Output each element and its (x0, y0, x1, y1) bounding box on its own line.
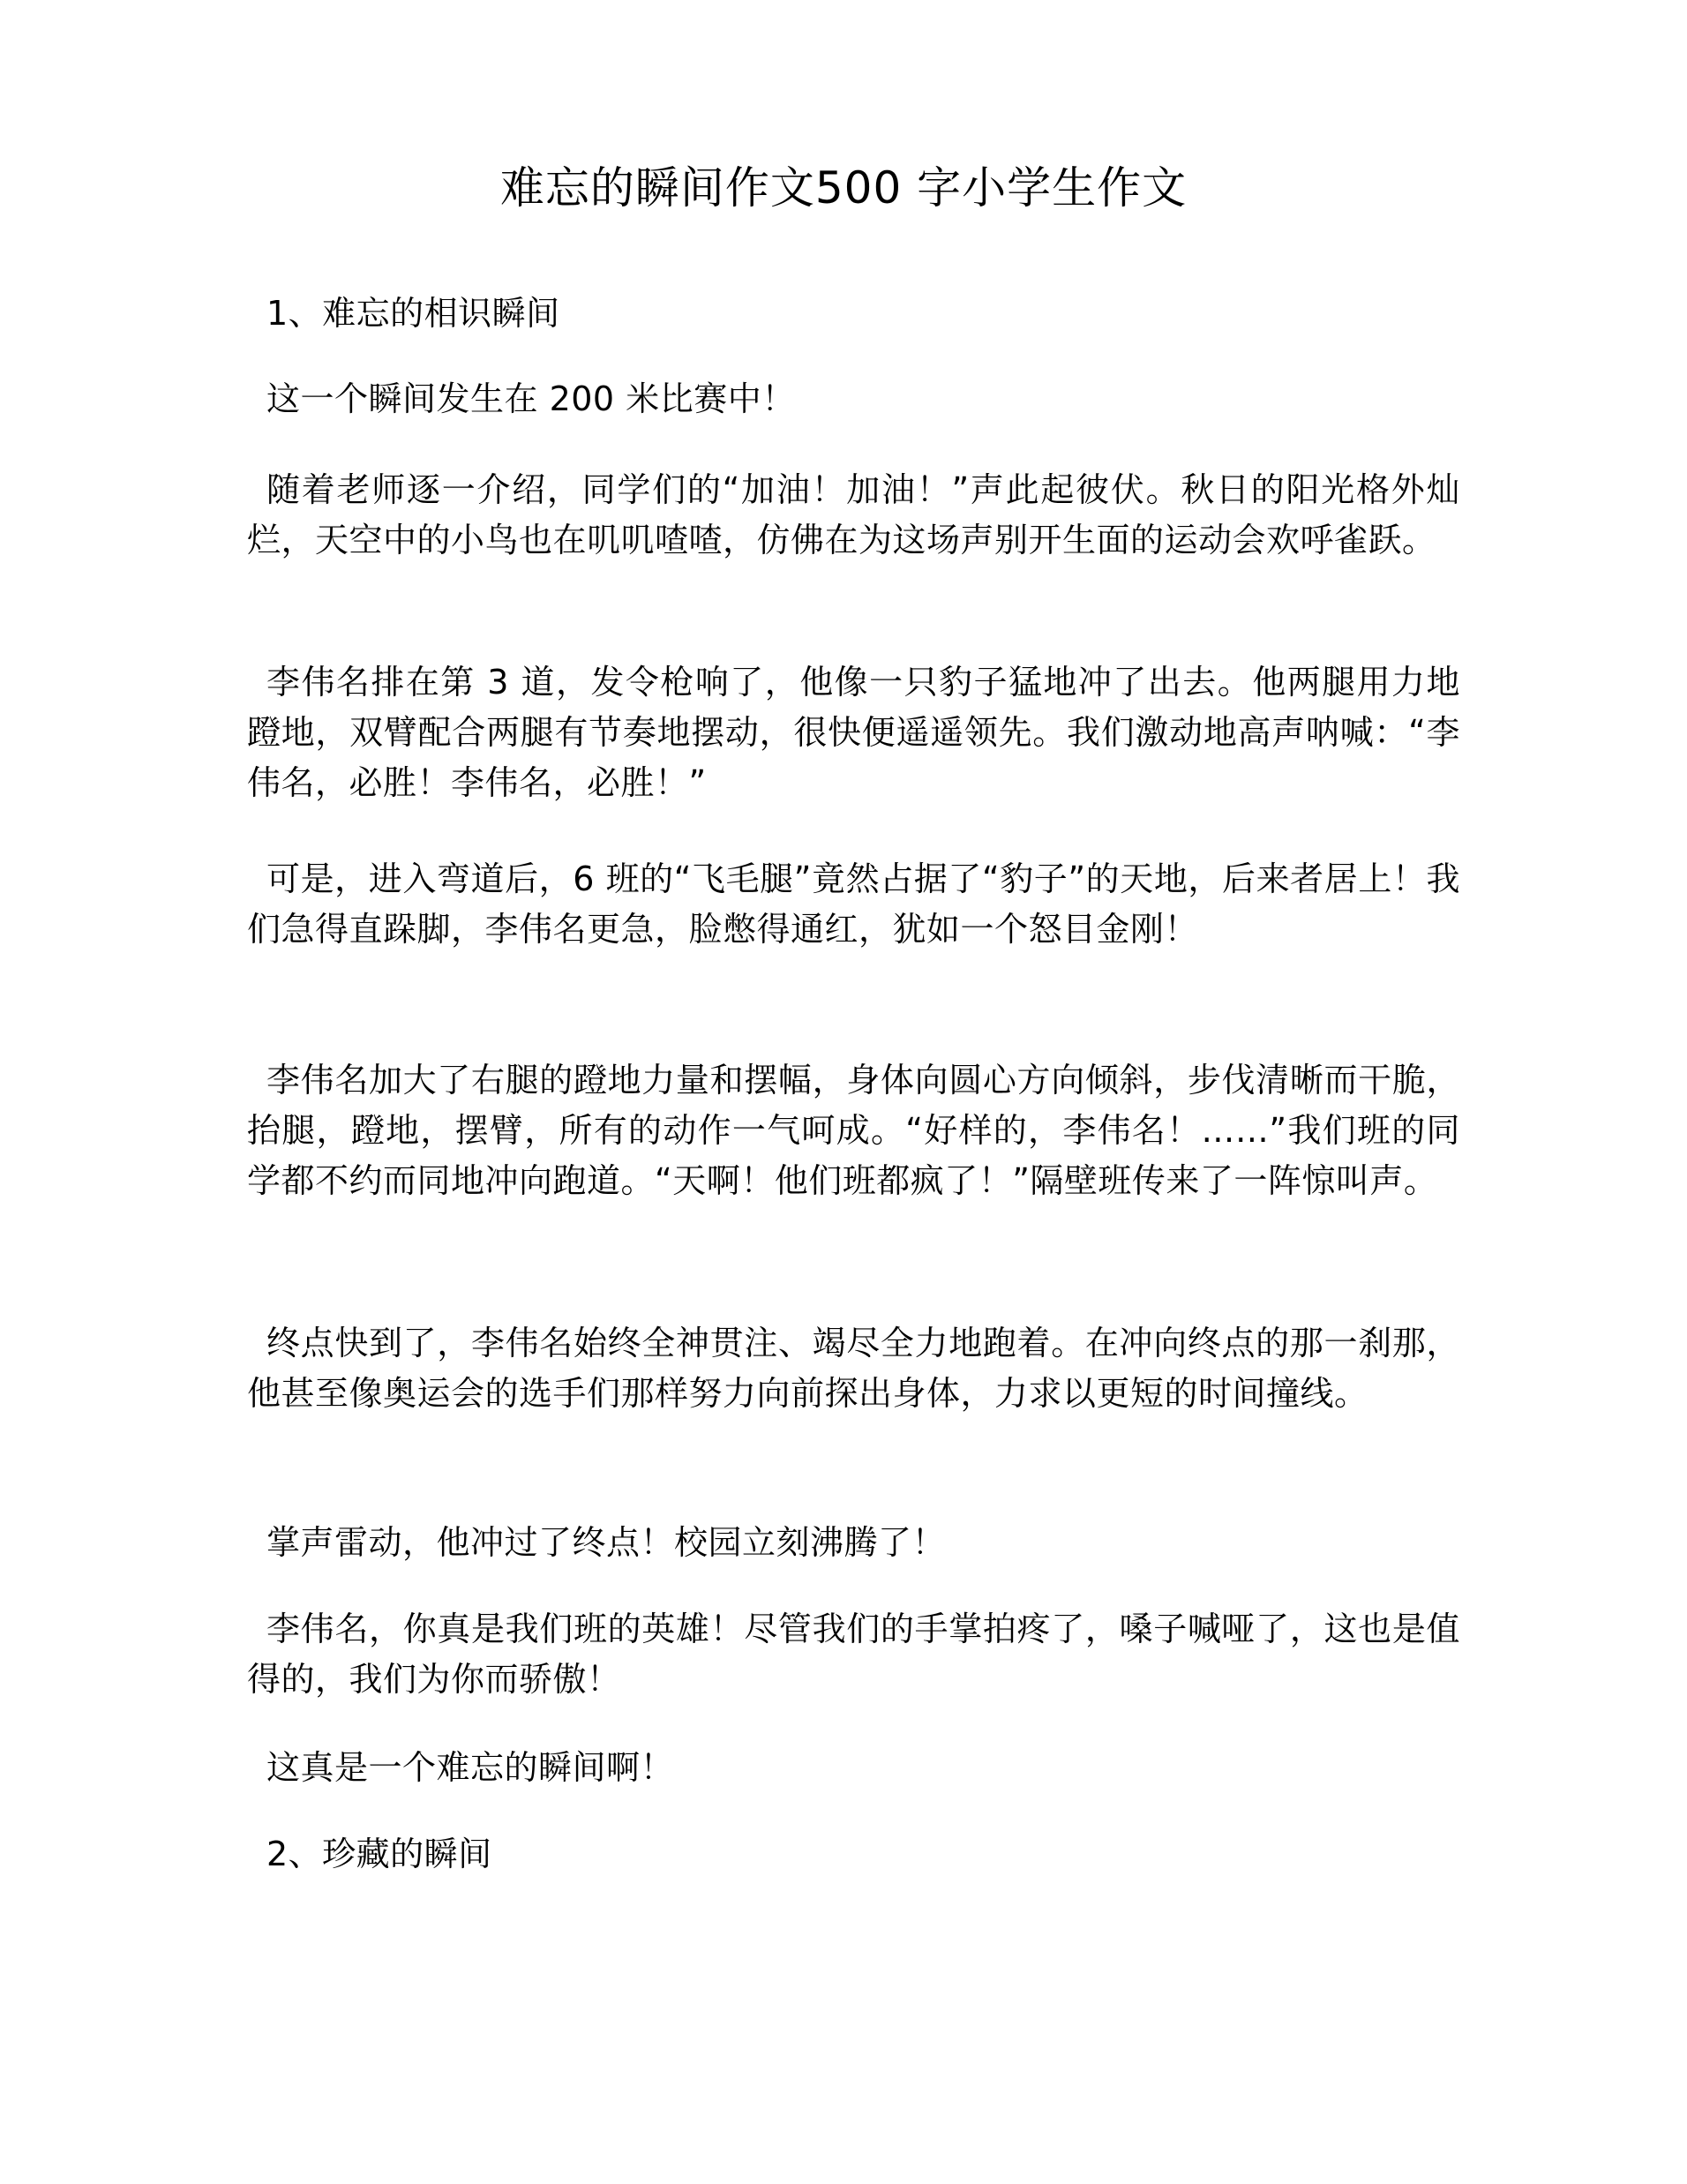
section-heading-1: 1、难忘的相识瞬间 (266, 294, 560, 333)
paragraph: 李伟名加大了右腿的蹬地力量和摆幅，身体向圆心方向倾斜，步伐清晰而干脆，抬腿，蹬地，摆臂，所有的动作一气呵成。“好样的，李伟名！……”我们班的同学都不约而同地冲向跑道。“天啊！他们班都疯了！”隔壁班传来了一阵惊叫声。 (247, 1061, 1460, 1200)
paragraph: 这一个瞬间发生在 200 米比赛中！ (266, 379, 796, 418)
paragraph: 终点快到了，李伟名始终全神贯注、竭尽全力地跑着。在冲向终点的那一刹那，他甚至像奥运会的选手们那样努力向前探出身体，力求以更短的时间撞线。 (247, 1324, 1460, 1413)
paragraph: 随着老师逐一介绍，同学们的“加油！加油！”声此起彼伏。秋日的阳光格外灿烂，天空中的小鸟也在叽叽喳喳，仿佛在为这场声别开生面的运动会欢呼雀跃。 (247, 470, 1460, 559)
paragraph: 李伟名，你真是我们班的英雄！尽管我们的手掌拍疼了，嗓子喊哑了，这也是值得的，我们为你而骄傲！ (247, 1610, 1460, 1699)
paragraph: 掌声雷动，他冲过了终点！校园立刻沸腾了！ (266, 1523, 947, 1562)
paragraph: 这真是一个难忘的瞬间啊！ (266, 1748, 675, 1787)
paragraph: 可是，进入弯道后，6 班的“飞毛腿”竟然占据了“豹子”的天地，后来者居上！我们急得直跺脚，李伟名更急，脸憋得通红，犹如一个怒目金刚！ (247, 859, 1460, 949)
paragraph: 李伟名排在第 3 道，发令枪响了，他像一只豹子猛地冲了出去。他两腿用力地蹬地，双臂配合两腿有节奏地摆动，很快便遥遥领先。我们激动地高声呐喊：“李伟名，必胜！李伟名，必胜！” (247, 663, 1460, 802)
section-heading-2: 2、珍藏的瞬间 (266, 1835, 492, 1873)
document-title: 难忘的瞬间作文500 字小学生作文 (499, 162, 1188, 214)
